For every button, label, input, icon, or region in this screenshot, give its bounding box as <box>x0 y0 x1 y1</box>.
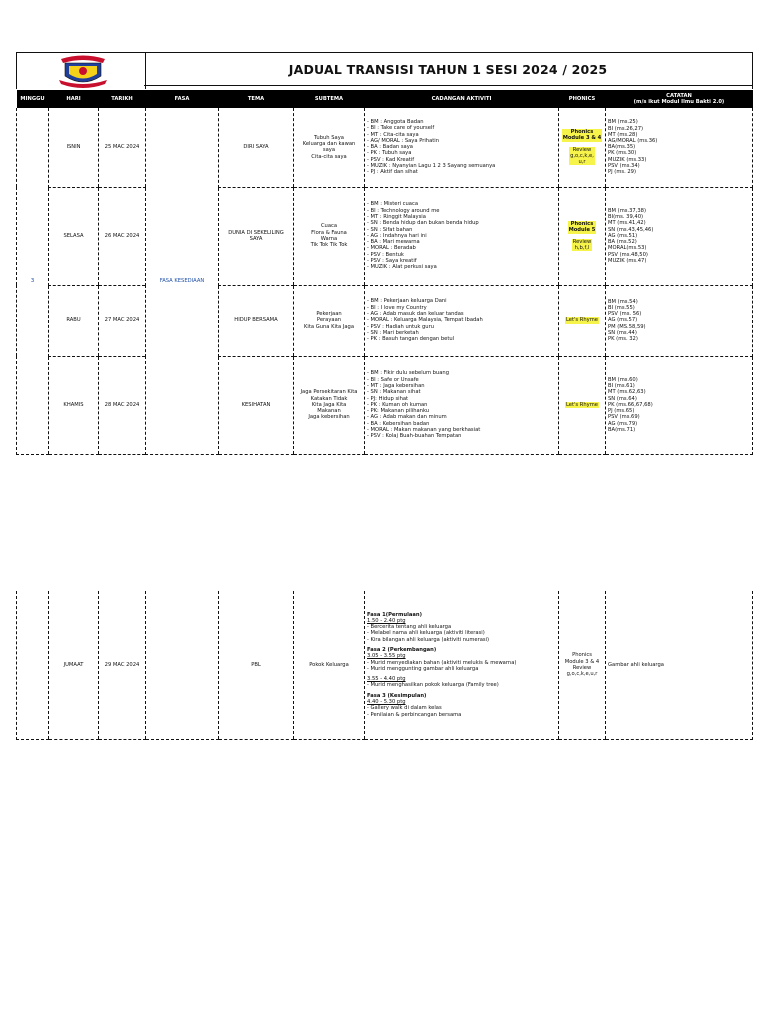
tema-cell: DUNIA DI SEKELILING SAYA <box>219 187 294 285</box>
catatan-cell: Gambar ahli keluarga <box>606 591 753 739</box>
header-subtema: SUBTEMA <box>294 90 365 108</box>
page-title: JADUAL TRANSISI TAHUN 1 SESI 2024 / 2025 <box>288 62 608 77</box>
header-tarikh: TARIKH <box>99 90 146 108</box>
title-rule <box>144 85 752 86</box>
timetable-sheet-1 <box>16 52 752 454</box>
tarikh-cell: 29 MAC 2024 <box>99 591 146 739</box>
aktiviti-cell: - BM : Fikir dulu sebelum buang - BI : Safe or Unsafe - MT : Jaga kebersihan - SN : Makanan sihat - PJ: Hidup sihat - PK : Kuman oh kuman - PK: Makanan pilihanku - AG : Adab makan dan minum - BA : Kebersihan badan - MORAL : Makan makanan yang berkhasiat - PSV : Kolaj Buah-buahan Tempatan <box>365 356 559 454</box>
catatan-cell: BM (ms.25) BI (ms.26,27) MT (ms.28) AG/MORAL (ms.36) BA(ms.35) PK (ms.30) MUZIK (ms.33) PSV (ms.34) PJ (ms. 29) <box>606 108 753 187</box>
tema-cell: PBL <box>219 591 294 739</box>
subtema-cell: Pekerjaan Perayaan Kita Guna Kita Jaga <box>294 285 365 356</box>
phonics-highlight: Phonics Module 5 <box>568 221 596 234</box>
header-tema: TEMA <box>219 90 294 108</box>
header-hari: HARI <box>49 90 99 108</box>
hari-cell: ISNIN <box>49 108 99 187</box>
catatan-cell: BM (ms.54) BI (ms.55) PSV (ms. 56) AG (ms.57) PM (MS.58,59) SN (ms.44) PK (ms. 32) <box>606 285 753 356</box>
header-row <box>17 90 753 108</box>
fasa-1-time: 1.50 - 2.40 ptg <box>367 617 406 624</box>
school-crest-icon <box>51 54 115 90</box>
catatan-cell: BM (ms.37,38) BI(ms. 39,40) MT (ms.41,42) SN (ms.43,45,46) AG (ms.51) BA (ms.52) MORAL(ms.53) PSV (ms.48,50) MUZIK (ms.47) <box>606 187 753 285</box>
hari-cell: RABU <box>49 285 99 356</box>
header-cadangan-aktiviti: CADANGAN AKTIVITI <box>365 90 559 108</box>
tema-cell: KESIHATAN <box>219 356 294 454</box>
minggu-cell: 3 <box>17 108 49 454</box>
phonics-cell: Phonics Module 3 & 4 Review g,o,c,k,e,u,r <box>559 591 606 739</box>
tema-cell: HIDUP BERSAMA <box>219 285 294 356</box>
aktiviti-cell: - BM : Pekerjaan keluarga Dani - BI : I love my Country - AG : Adab masuk dan keluar tandas - MORAL : Keluarga Malaysia, Tempat Ibadah - PSV : Hadiah untuk guru - SN : Mari berketah - PK : Basuh tangan dengan betul <box>365 285 559 356</box>
header-fasa: FASA <box>146 90 219 108</box>
subtema-cell: Cuaca Flora & Fauna Warna Tik Tok Tik Tok <box>294 187 365 285</box>
fasa-3-title: Fasa 3 (Kesimpulan) <box>367 692 427 699</box>
tarikh-cell: 28 MAC 2024 <box>99 356 146 454</box>
timetable-table-continued <box>16 591 753 740</box>
fasa-2-title: Fasa 2 (Perkembangan) <box>367 647 437 653</box>
header-minggu: MINGGU <box>17 90 49 108</box>
phonics-review-highlight: Review h,b,f,l <box>572 238 592 251</box>
minggu-cell <box>17 591 49 739</box>
tarikh-cell: 25 MAC 2024 <box>99 108 146 187</box>
table-row <box>17 356 753 454</box>
phonics-cell <box>559 108 606 187</box>
header-catatan: CATATAN (m/s ikut Modul Ilmu Bakti 2.0) <box>606 90 753 108</box>
aktiviti-cell: Fasa 1(Permulaan) 1.50 - 2.40 ptg - Bercerita tentang ahli keluarga - Melabel nama ahli keluarga (aktiviti literasi) - Kira bilangan ahli keluarga (aktiviti numerasi) Fasa 2 (Perkembangan) 3.05 - 3.55 ptg - Murid menyediakan bahan (aktiviti melukis & mewarna) - Murid menggunting gambar ahli keluarga 3.55 - 4.40 ptg - Murid menghasilkan pokok keluarga (Family tree) Fasa 3 (Kesimpulan) 4.40 - 5.30 ptg - Gallery walk di dalam kelas - Penilaian & perbincangan bersama <box>365 591 559 739</box>
catatan-cell: BM (ms.60) BI (ms.61) MT (ms.62,63) SN (ms.64) PK (ms.66,67,68) PJ (ms.65) PSV (ms.69) AG (ms.79) BA(ms.71) <box>606 356 753 454</box>
hari-cell: JUMAAT <box>49 591 99 739</box>
phonics-cell <box>559 187 606 285</box>
fasa-2b-time: 3.55 - 4.40 ptg <box>367 676 406 683</box>
phonics-cell <box>559 285 606 356</box>
phonics-cell <box>559 356 606 454</box>
fasa-1-title: Fasa 1(Permulaan) <box>367 611 422 618</box>
subtema-cell: Tubuh Saya Keluarga dan kawan saya Cita-cita saya <box>294 108 365 187</box>
timetable-sheet-2 <box>16 591 752 741</box>
fasa-3-time: 4.40 - 5.30 ptg <box>367 699 406 706</box>
aktiviti-cell: - BM : Misteri cuaca - BI : Technology around me - MT : Ringgit Malaysia - SN : Benda hidup dan bukan benda hidup - SN : Sifat bahan - AG : Indahnya hari ini - BA : Mari mewarna - MORAL : Beradab - PSV : Bentuk - PSV : Saya kreatif - MUZIK : Alat perkusi saya <box>365 187 559 285</box>
table-row <box>17 591 753 739</box>
header-catatan-note: (m/s ikut Modul Ilmu Bakti 2.0) <box>633 99 725 105</box>
timetable-table <box>16 90 753 455</box>
subtema-cell: Jaga Persekitaran Kita Katakan Tidak Kita Jaga Kita Makanan Jaga kebersihan <box>294 356 365 454</box>
tarikh-cell: 26 MAC 2024 <box>99 187 146 285</box>
phonics-highlight: Phonics Module 3 & 4 <box>562 129 602 142</box>
tarikh-cell: 27 MAC 2024 <box>99 285 146 356</box>
header-phonics: PHONICS <box>559 90 606 108</box>
fasa-cell <box>146 591 219 739</box>
fasa-2-time: 3.05 - 3.55 ptg <box>367 653 406 660</box>
phonics-review-highlight: Review g,o,c,k,e, u,r <box>570 146 594 166</box>
logo-cell <box>16 52 146 89</box>
hari-cell: SELASA <box>49 187 99 285</box>
table-row <box>17 187 753 285</box>
aktiviti-cell: - BM : Anggota Badan - BI : Take care of yourself - MT : Cita-cita saya - AG/ MORAL : Saya Prihatin - BA : Badan saya - PK : Tubuh saya - PSV : Kad Kreatif - MUZIK : Nyanyian Lagu 1 2 3 Sayang semuanya - PJ : Aktif dan sihat <box>365 108 559 187</box>
fasa-cell: FASA KESEDIAAN <box>146 108 219 454</box>
phonics-highlight: Let's Rhyme <box>565 401 598 408</box>
title-cell <box>144 52 753 89</box>
phonics-highlight: Let's Rhyme <box>565 317 598 324</box>
subtema-cell: Pokok Keluarga <box>294 591 365 739</box>
table-row <box>17 108 753 187</box>
hari-cell: KHAMIS <box>49 356 99 454</box>
table-row <box>17 285 753 356</box>
tema-cell: DIRI SAYA <box>219 108 294 187</box>
